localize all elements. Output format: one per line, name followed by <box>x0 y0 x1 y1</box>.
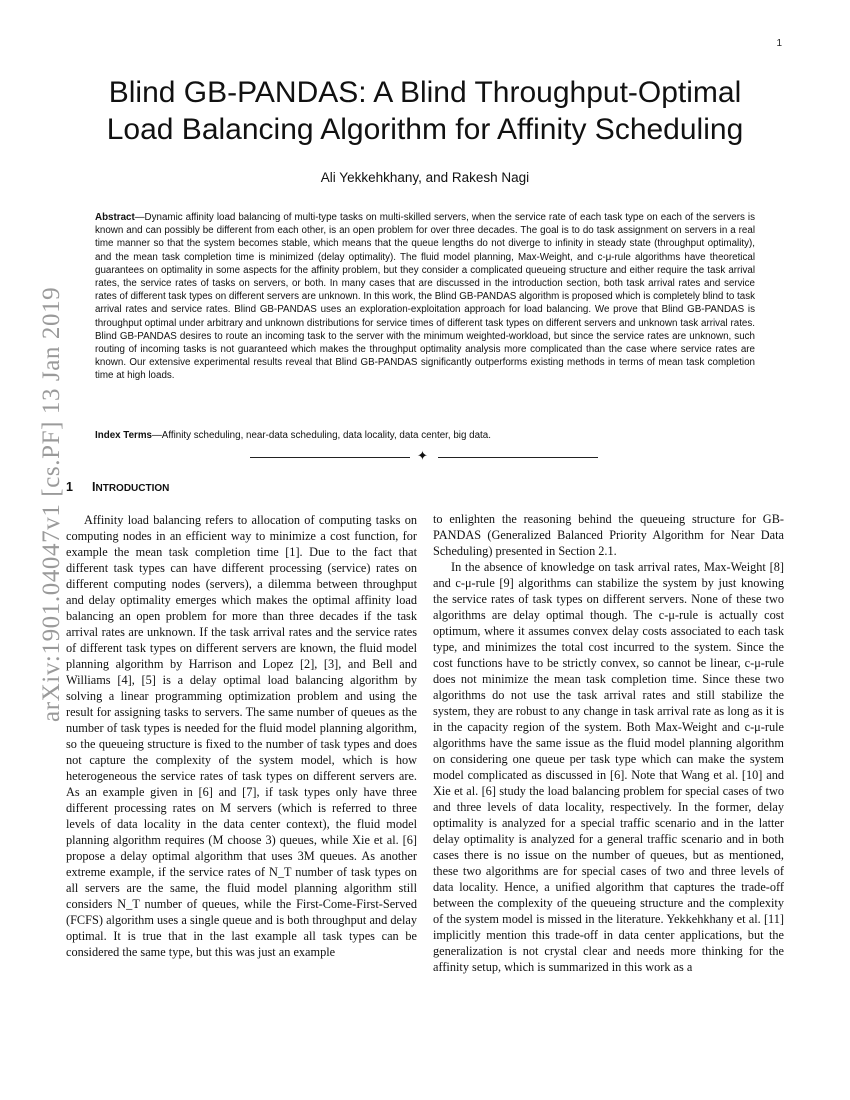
divider-line-right <box>438 457 598 458</box>
section-heading-introduction <box>66 480 169 494</box>
page-number: 1 <box>776 38 782 49</box>
paragraph: to enlighten the reasoning behind the queueing structure for GB-PANDAS (Generalized Balanced Priority Algorithm for Near Data Scheduling) presented in Section 2.1. <box>433 512 784 558</box>
paragraph: In the absence of knowledge on task arrival rates, Max-Weight [8] and c-μ-rule [9] algorithms can stabilize the system by just knowing the service rates of task types on different servers. None of these two algorithms are delay optimal though. The c-μ-rule is actually cost optimum, where it assumes convex delay costs associated to each task type, and minimizes the total cost incurred to the system. Since the cost functions have to be strictly convex, so cannot be linear, c-μ-rule does not minimize the mean task completion time. Since these two algorithms do not use the task arrival rates and still stabilize the system, they are robust to any change in task arrival rate as long as it is in the capacity region of the system. Both Max-Weight and c-μ-rule algorithms have the same issue as the fluid model planning algorithm on considering one queue per task type which can make the system model complicated as discussed in [6]. Note that Wang et al. [10] and Xie et al. [6] study the load balancing problem for special cases of two and three levels of data locality, respectively. In the former, delay optimality is analyzed for a special traffic scenario and in the latter delay optimality is analyzed for a general traffic scenario and in both cases there is no issue on the number of queues, but as mentioned, these two algorithms are for special cases of two and three levels of data locality. Hence, a unified algorithm that captures the trade-off between the complexity of the queueing structure and the complexity of the system model is missed in the literature. Yekkehkhany et al. [11] implicitly mention this trade-off in data center applications, but the generalization is not crystal clear and needs more thinking for the affinity setup, which is summarized in this work as a <box>433 560 784 974</box>
body-column-left <box>66 512 417 960</box>
section-number: 1 <box>66 480 73 494</box>
index-terms <box>95 430 755 441</box>
abstract-label: Abstract <box>95 212 135 223</box>
divider-line-left <box>250 457 410 458</box>
index-terms-label: Index Terms <box>95 430 152 441</box>
section-title-rest: NTRODUCTION <box>95 483 170 494</box>
abstract-text: —Dynamic affinity load balancing of multi-type tasks on multi-skilled servers, when the service rate of each task type on each of the servers is known and can possibly be different from each other, is an open problem for over three decades. The goal is to do task assignment on servers in a real time manner so that the system becomes stable, which means that the queue lengths do not diverge to infinity in steady state (throughput optimality), and the mean task completion time is minimized (delay optimality). The fluid model planning, Max-Weight, and c-μ-rule algorithms have theoretical guarantees on optimality in some aspects for the affinity problem, but they consider a complicated queueing structure and either require the task arrival rates, the service rates of tasks on servers, or both. In many cases that are discussed in the introduction section, both task arrival rates and service rates of different task types on different servers are unknown. In this work, the Blind GB-PANDAS algorithm is proposed which is completely blind to task arrival rates and service rates. Blind GB-PANDAS uses an exploration-exploitation approach for load balancing. We prove that Blind GB-PANDAS is throughput optimal under arbitrary and unknown distributions for service times of different task types on different servers and unknown task arrival rates. Blind GB-PANDAS desires to route an incoming task to the server with the minimum weighted-workload, but since the service rates are unknown, such routing of incoming tasks is not guaranteed which makes the throughput optimality analysis more complicated than the case where service rates are known. Our extensive experimental results reveal that Blind GB-PANDAS significantly outperforms existing methods in terms of mean task completion time at high loads. <box>95 212 755 382</box>
body-column-right <box>433 511 784 975</box>
title-line-1: Blind GB-PANDAS: A Blind Throughput-Optimal <box>108 76 742 109</box>
index-terms-text: —Affinity scheduling, near-data scheduling, data locality, data center, big data. <box>152 430 491 441</box>
abstract <box>95 211 755 383</box>
paragraph: Affinity load balancing refers to allocation of computing tasks on computing nodes in an efficient way to minimize a cost function, for example the mean task completion time [1]. Due to the fact that different task types can have different processing (service) rates on different computing nodes (servers), a dilemma between throughput and delay optimality emerges which makes the optimal affinity load balancing an open problem for more than three decades if the task arrival rates are unknown. If the task arrival rates and the service rates of different task types on different servers are known, the fluid model planning algorithm by Harrison and Lopez [2], [3], and Bell and Williams [4], [5] is a delay optimal load balancing algorithm by solving a linear programming optimization problem and using the result for assigning tasks to servers. The same number of queues as the number of task types is needed for the fluid model planning algorithm, so the queueing structure is fixed to the number of task types and does not capture the complexity of the system model, which is how heterogeneous the service rates of task types on different servers are. As an example given in [6] and [7], if task types only have three different processing rates on M servers (which is referred to three levels of data locality in the data center context), the fluid model planning algorithm requires (M choose 3) queues, while Xie et al. [6] propose a delay optimal algorithm that uses 3M queues. As another extreme example, if the service rates of N_T number of task types on all servers are the same, the fluid model planning algorithm still considers N_T number of queues, while the First-Come-First-Served (FCFS) algorithm uses a single queue and is both throughput and delay optimal. It is true that in the last example all task types can be considered the same type, but this was just an example <box>66 513 417 959</box>
divider-diamond-icon: ✦ <box>417 449 428 464</box>
paper-title <box>48 74 802 148</box>
title-line-2: Load Balancing Algorithm for Affinity Scheduling <box>106 113 744 146</box>
arxiv-identifier-stamp: arXiv:1901.04047v1 [cs.PF] 13 Jan 2019 <box>38 286 65 722</box>
section-title-initial: I <box>92 480 96 494</box>
author-list: Ali Yekkehkhany, and Rakesh Nagi <box>320 170 530 185</box>
